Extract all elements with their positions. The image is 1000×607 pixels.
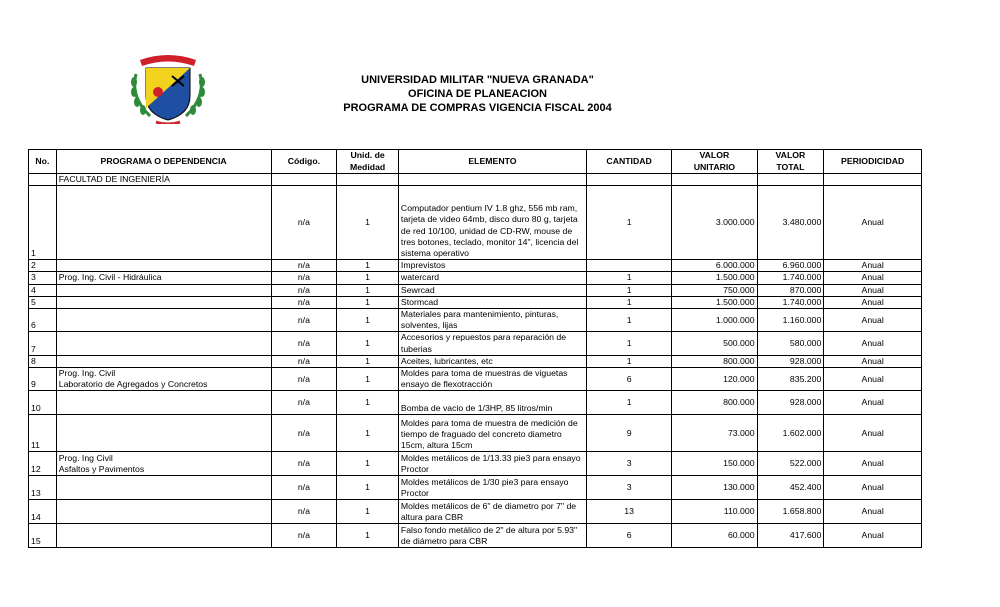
codigo-cell: n/a <box>271 309 337 332</box>
university-logo <box>128 52 208 124</box>
unidad-cell: 1 <box>337 391 399 415</box>
codigo-cell: n/a <box>271 284 337 296</box>
row-number: 15 <box>29 524 57 548</box>
valor-total-cell: 417.600 <box>757 524 824 548</box>
unidad-cell: 1 <box>337 452 399 476</box>
elemento-cell: Bomba de vacio de 1/3HP, 85 litros/min <box>398 391 586 415</box>
empty-cell <box>337 174 399 186</box>
valor-total-cell: 1.740.000 <box>757 296 824 308</box>
elemento-cell: Materiales para mantenimiento, pinturas, solventes, lijas <box>398 309 586 332</box>
cantidad-cell: 1 <box>586 332 671 355</box>
valor-unitario-cell: 3.000.000 <box>672 186 757 260</box>
program-cell <box>56 332 271 355</box>
col-header-codigo: Código. <box>271 150 337 174</box>
valor-unitario-cell: 750.000 <box>672 284 757 296</box>
valor-unitario-cell: 800.000 <box>672 391 757 415</box>
codigo-cell: n/a <box>271 296 337 308</box>
unidad-cell: 1 <box>337 272 399 284</box>
col-header-cantidad: CANTIDAD <box>586 150 671 174</box>
col-header-unidad-l2: Medidad <box>349 161 386 172</box>
elemento-cell: Moldes para toma de muestras de viguetas ensayo de flexotracción <box>398 368 586 391</box>
document-header <box>300 73 655 115</box>
valor-total-cell: 928.000 <box>757 355 824 367</box>
elemento-cell: Computador pentium IV 1.8 ghz, 556 mb ram, tarjeta de video 64mb, disco duro 80 g, tarjeta de red 10/100, unidad de CD-RW, mouse de tres botones, teclado, monitor 14", licencia del sistema operativo <box>398 186 586 260</box>
table-row <box>29 476 922 500</box>
row-number: 6 <box>29 309 57 332</box>
table-row <box>29 309 922 332</box>
program-cell <box>56 415 271 452</box>
elemento-cell: Stormcad <box>398 296 586 308</box>
office-title: OFICINA DE PLANEACION <box>408 88 547 100</box>
col-header-programa: PROGRAMA O DEPENDENCIA <box>56 150 271 174</box>
table-header-row <box>29 150 922 174</box>
periodicidad-cell: Anual <box>824 452 922 476</box>
periodicidad-cell: Anual <box>824 260 922 272</box>
unidad-cell: 1 <box>337 260 399 272</box>
valor-unitario-cell: 110.000 <box>672 500 757 524</box>
row-number: 14 <box>29 500 57 524</box>
empty-cell <box>824 174 922 186</box>
program-line: Asfaltos y Pavimentos <box>58 464 145 475</box>
periodicidad-cell: Anual <box>824 284 922 296</box>
row-number: 3 <box>29 272 57 284</box>
valor-total-cell: 835.200 <box>757 368 824 391</box>
col-header-unidad <box>337 150 399 174</box>
table-row <box>29 186 922 260</box>
codigo-cell: n/a <box>271 332 337 355</box>
codigo-cell: n/a <box>271 391 337 415</box>
cantidad-cell: 1 <box>586 284 671 296</box>
unidad-cell: 1 <box>337 284 399 296</box>
program-cell <box>56 296 271 308</box>
cantidad-cell: 1 <box>586 309 671 332</box>
valor-total-cell: 1.740.000 <box>757 272 824 284</box>
program-cell <box>56 452 271 476</box>
unidad-cell: 1 <box>337 476 399 500</box>
valor-total-cell: 1.160.000 <box>757 309 824 332</box>
elemento-cell: Moldes para toma de muestra de medición de tiempo de fraguado del concreto diametro 15cm, altura 15cm <box>398 415 586 452</box>
program-cell <box>56 391 271 415</box>
valor-total-cell: 6.960.000 <box>757 260 824 272</box>
program-cell <box>56 500 271 524</box>
table-row <box>29 500 922 524</box>
program-title: PROGRAMA DE COMPRAS VIGENCIA FISCAL 2004 <box>343 102 612 114</box>
program-cell <box>56 309 271 332</box>
col-header-valor-total <box>757 150 824 174</box>
unidad-cell: 1 <box>337 332 399 355</box>
periodicidad-cell: Anual <box>824 186 922 260</box>
table-row <box>29 524 922 548</box>
codigo-cell: n/a <box>271 260 337 272</box>
unidad-cell: 1 <box>337 415 399 452</box>
codigo-cell: n/a <box>271 452 337 476</box>
cantidad-cell: 9 <box>586 415 671 452</box>
periodicidad-cell: Anual <box>824 476 922 500</box>
cantidad-cell: 1 <box>586 272 671 284</box>
elemento-cell: Sewrcad <box>398 284 586 296</box>
program-line: Laboratorio de Agregados y Concretos <box>58 379 208 390</box>
row-number: 8 <box>29 355 57 367</box>
unidad-cell: 1 <box>337 186 399 260</box>
cantidad-cell: 3 <box>586 476 671 500</box>
valor-unitario-cell: 1.500.000 <box>672 296 757 308</box>
col-header-no: No. <box>29 150 57 174</box>
valor-unitario-cell: 6.000.000 <box>672 260 757 272</box>
elemento-cell: Moldes metálicos de 1/30 pie3 para ensayo Proctor <box>398 476 586 500</box>
periodicidad-cell: Anual <box>824 355 922 367</box>
program-cell <box>56 368 271 391</box>
table-body <box>29 186 922 548</box>
codigo-cell: n/a <box>271 524 337 548</box>
periodicidad-cell: Anual <box>824 415 922 452</box>
section-title: FACULTAD DE INGENIERÍA <box>56 174 271 186</box>
elemento-cell: Moldes metálicos de 1/13.33 pie3 para ensayo Proctor <box>398 452 586 476</box>
unidad-cell: 1 <box>337 500 399 524</box>
cantidad-cell <box>586 260 671 272</box>
valor-unitario-cell: 150.000 <box>672 452 757 476</box>
program-cell <box>56 260 271 272</box>
empty-cell <box>586 174 671 186</box>
valor-total-cell: 522.000 <box>757 452 824 476</box>
col-header-periodicidad: PERIODICIDAD <box>824 150 922 174</box>
program-cell <box>56 476 271 500</box>
valor-total-cell: 1.602.000 <box>757 415 824 452</box>
row-number: 11 <box>29 415 57 452</box>
row-number: 13 <box>29 476 57 500</box>
valor-total-cell: 452.400 <box>757 476 824 500</box>
purchases-table <box>28 149 922 548</box>
cantidad-cell: 1 <box>586 296 671 308</box>
valor-unitario-cell: 800.000 <box>672 355 757 367</box>
unidad-cell: 1 <box>337 368 399 391</box>
codigo-cell: n/a <box>271 272 337 284</box>
elemento-cell: Moldes metálicos de 6" de diametro por 7" de altura para CBR <box>398 500 586 524</box>
codigo-cell: n/a <box>271 355 337 367</box>
periodicidad-cell: Anual <box>824 296 922 308</box>
empty-cell <box>757 174 824 186</box>
codigo-cell: n/a <box>271 500 337 524</box>
valor-unitario-cell: 1.000.000 <box>672 309 757 332</box>
col-header-vt-l2: TOTAL <box>776 161 805 172</box>
table-row <box>29 368 922 391</box>
codigo-cell: n/a <box>271 186 337 260</box>
periodicidad-cell: Anual <box>824 391 922 415</box>
elemento-cell: Imprevistos <box>398 260 586 272</box>
row-number: 4 <box>29 284 57 296</box>
col-header-elemento: ELEMENTO <box>398 150 586 174</box>
elemento-cell: Falso fondo metálico de 2" de altura por 5.93" de diámetro para CBR <box>398 524 586 548</box>
table-row <box>29 452 922 476</box>
table-row <box>29 332 922 355</box>
row-number: 1 <box>29 186 57 260</box>
section-no-cell <box>29 174 57 186</box>
periodicidad-cell: Anual <box>824 368 922 391</box>
table-row <box>29 391 922 415</box>
periodicidad-cell: Anual <box>824 500 922 524</box>
table-row <box>29 260 922 272</box>
row-number: 7 <box>29 332 57 355</box>
elemento-cell: Accesorios y repuestos para reparación de tuberias <box>398 332 586 355</box>
valor-unitario-cell: 120.000 <box>672 368 757 391</box>
valor-unitario-cell: 1.500.000 <box>672 272 757 284</box>
program-cell <box>56 355 271 367</box>
empty-cell <box>271 174 337 186</box>
codigo-cell: n/a <box>271 368 337 391</box>
col-header-vt-l1: VALOR <box>775 150 806 161</box>
program-line: Prog. Ing. Civil - Hidráulica <box>58 272 162 283</box>
valor-unitario-cell: 73.000 <box>672 415 757 452</box>
periodicidad-cell: Anual <box>824 524 922 548</box>
col-header-valor-unitario <box>672 150 757 174</box>
table-row <box>29 296 922 308</box>
row-number: 5 <box>29 296 57 308</box>
section-row <box>29 174 922 186</box>
valor-unitario-cell: 60.000 <box>672 524 757 548</box>
unidad-cell: 1 <box>337 524 399 548</box>
unidad-cell: 1 <box>337 309 399 332</box>
elemento-cell: watercard <box>398 272 586 284</box>
valor-total-cell: 1.658.800 <box>757 500 824 524</box>
cantidad-cell: 1 <box>586 355 671 367</box>
empty-cell <box>398 174 586 186</box>
periodicidad-cell: Anual <box>824 309 922 332</box>
cantidad-cell: 1 <box>586 186 671 260</box>
cantidad-cell: 6 <box>586 368 671 391</box>
row-number: 2 <box>29 260 57 272</box>
program-cell <box>56 186 271 260</box>
row-number: 10 <box>29 391 57 415</box>
cantidad-cell: 6 <box>586 524 671 548</box>
program-line-1: Prog. Ing. Civil <box>58 368 116 379</box>
unidad-cell: 1 <box>337 355 399 367</box>
valor-total-cell: 928.000 <box>757 391 824 415</box>
col-header-vu-l2: UNITARIO <box>693 161 736 172</box>
elemento-cell: Aceites, lubricantes, etc <box>398 355 586 367</box>
program-cell <box>56 284 271 296</box>
empty-cell <box>672 174 757 186</box>
periodicidad-cell: Anual <box>824 272 922 284</box>
table-row <box>29 415 922 452</box>
cantidad-cell: 3 <box>586 452 671 476</box>
table-row <box>29 272 922 284</box>
program-cell <box>56 272 271 284</box>
university-title: UNIVERSIDAD MILITAR "NUEVA GRANADA" <box>361 74 594 86</box>
cantidad-cell: 13 <box>586 500 671 524</box>
cantidad-cell: 1 <box>586 391 671 415</box>
valor-total-cell: 870.000 <box>757 284 824 296</box>
valor-unitario-cell: 130.000 <box>672 476 757 500</box>
valor-total-cell: 3.480.000 <box>757 186 824 260</box>
program-line-1: Prog. Ing Civil <box>58 453 113 464</box>
col-header-unidad-l1: Unid. de <box>350 150 385 161</box>
unidad-cell: 1 <box>337 296 399 308</box>
col-header-vu-l1: VALOR <box>699 150 730 161</box>
table-row <box>29 284 922 296</box>
row-number: 12 <box>29 452 57 476</box>
row-number: 9 <box>29 368 57 391</box>
valor-unitario-cell: 500.000 <box>672 332 757 355</box>
codigo-cell: n/a <box>271 476 337 500</box>
table-row <box>29 355 922 367</box>
codigo-cell: n/a <box>271 415 337 452</box>
periodicidad-cell: Anual <box>824 332 922 355</box>
valor-total-cell: 580.000 <box>757 332 824 355</box>
program-cell <box>56 524 271 548</box>
